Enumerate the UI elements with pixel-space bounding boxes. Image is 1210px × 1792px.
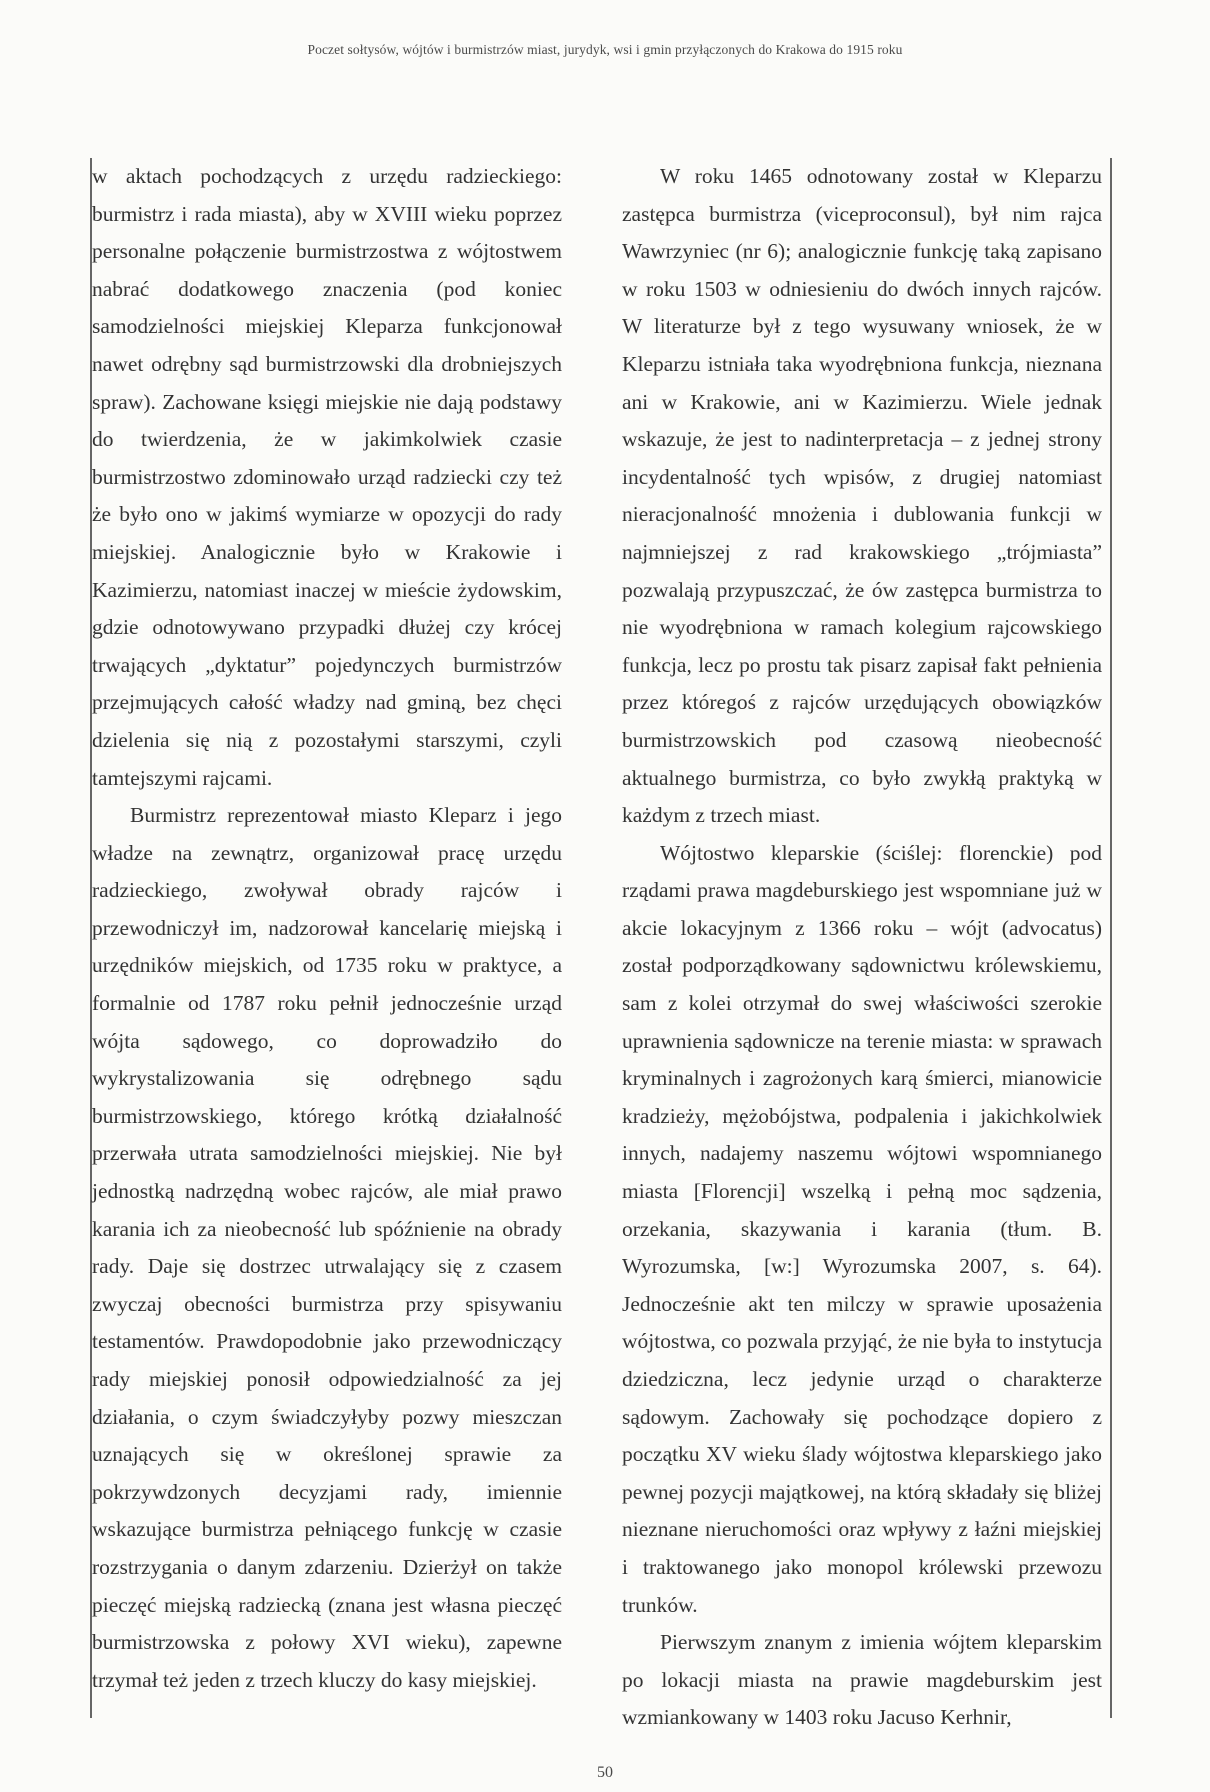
left-paragraph-1: w aktach pochodzących z urzędu radzieckiego: burmistrz i rada miasta), aby w XVIII wieku poprzez personalne połączenie burmistrzostwa z wójtostwem nabrać dodatkowego znaczenia (pod koniec samodzielności miejskiej Kleparza funkcjonował nawet odrębny sąd burmistrzowski dla drobniejszych spraw). Zachowane księgi miejskie nie dają podstawy do twierdzenia, że w jakimkolwiek czasie burmistrzostwo zdominowało urząd radziecki czy też że było ono w jakimś wymiarze w opozycji do rady miejskiej. Analogicznie było w Krakowie i Kazimierzu, natomiast inaczej w mieście żydowskim, gdzie odnotowywano przypadki dłużej czy krócej trwających „dyktatur” pojedynczych burmistrzów przejmujących całość władzy nad gminą, bez chęci dzielenia się nią z pozostałymi starszymi, czyli tamtejszymi rajcami. (92, 164, 562, 790)
left-column (92, 158, 562, 1699)
left-paragraph-2: Burmistrz reprezentował miasto Kleparz i jego władze na zewnątrz, organizował pracę urzędu radzieckiego, zwoływał obrady rajców i przewodniczył im, nadzorował kancelarię miejską i urzędników miejskich, od 1735 roku w praktyce, a formalnie od 1787 roku pełnił jednocześnie urząd wójta sądowego, co doprowadziło do wykrystalizowania się odrębnego sądu burmistrzowskiego, którego krótką działalność przerwała utrata samodzielności miejskiej. Nie był jednostką nadrzędną wobec rajców, ale miał prawo karania ich za nieobecność lub spóźnienie na obrady rady. Daje się dostrzec utrwalający się z czasem zwyczaj obecności burmistrza przy spisywaniu testamentów. Prawdopodobnie jako przewodniczący rady miejskiej ponosił odpowiedzialność za jej działania, o czym świadczyłyby pozwy mieszczan uznających się w określonej sprawie za pokrzywdzonych decyzjami rady, imiennie wskazujące burmistrza pełniącego funkcję w czasie rozstrzygania o danym zdarzeniu. Dzierżył on także pieczęć miejską radziecką (znana jest własna pieczęć burmistrzowska z połowy XVI wieku), zapewne trzymał też jeden z trzech kluczy do kasy miejskiej. (92, 803, 562, 1692)
page-number: 50 (597, 1764, 613, 1781)
right-paragraph-3: Pierwszym znanym z imienia wójtem kleparskim po lokacji miasta na prawie magdeburskim jest wzmiankowany w 1403 roku Jacuso Kerhnir, (622, 1630, 1102, 1730)
right-margin-rule (1110, 158, 1112, 1718)
right-paragraph-2: Wójtostwo kleparskie (ściślej: florenckie) pod rządami prawa magdeburskiego jest wspomniane już w akcie lokacyjnym z 1366 roku – wójt (advocatus) został podporządkowany sądownictwu królewskiemu, sam z kolei otrzymał do swej właściwości szerokie uprawnienia sądownicze na terenie miasta: w sprawach kryminalnych i zagrożonych karą śmierci, mianowicie kradzieży, mężobójstwa, podpalenia i jakichkolwiek innych, nadajemy naszemu wójtowi wspomnianego miasta [Florencji] wszelką i pełną moc sądzenia, orzekania, skazywania i karania (tłum. B. Wyrozumska, [w:] Wyrozumska 2007, s. 64). Jednocześnie akt ten milczy w sprawie uposażenia wójtostwa, co pozwala przyjąć, że nie była to instytucja dziedziczna, lecz jedynie urząd o charakterze sądowym. Zachowały się pochodzące dopiero z początku XV wieku ślady wójtostwa kleparskiego jako pewnej pozycji majątkowej, na którą składały się bliżej nieznane nieruchomości oraz wpływy z łaźni miejskiej i traktowanego jako monopol królewski przewozu trunków. (622, 840, 1103, 1617)
right-paragraph-1: W roku 1465 odnotowany został w Kleparzu zastępca burmistrza (viceproconsul), był nim rajca Wawrzyniec (nr 6); analogicznie funkcję taką zapisano w roku 1503 w odniesieniu do dwóch innych rajców. W literaturze był z tego wysuwany wniosek, że w Kleparzu istniała taka wyodrębniona funkcja, nieznana ani w Krakowie, ani w Kazimierzu. Wiele jednak wskazuje, że jest to nadinterpretacja – z jednej strony incydentalność tych wpisów, z drugiej natomiast nieracjonalność mnożenia i dublowania funkcji w najmniejszej z rad krakowskiego „trójmiasta” pozwalają przypuszczać, że ów zastępca burmistrza to nie wyodrębniona w ramach kolegium rajcowskiego funkcja, lecz po prostu tak pisarz zapisał fakt pełnienia przez któregoś z rajców urzędujących obowiązków burmistrzowskich pod czasową nieobecność aktualnego burmistrza, co było zwykłą praktyką w każdym z trzech miast. (622, 164, 1102, 828)
right-column (622, 158, 1102, 1737)
running-header: Poczet sołtysów, wójtów i burmistrzów miast, jurydyk, wsi i gmin przyłączonych do Krakowa do 1915 roku (307, 42, 903, 57)
